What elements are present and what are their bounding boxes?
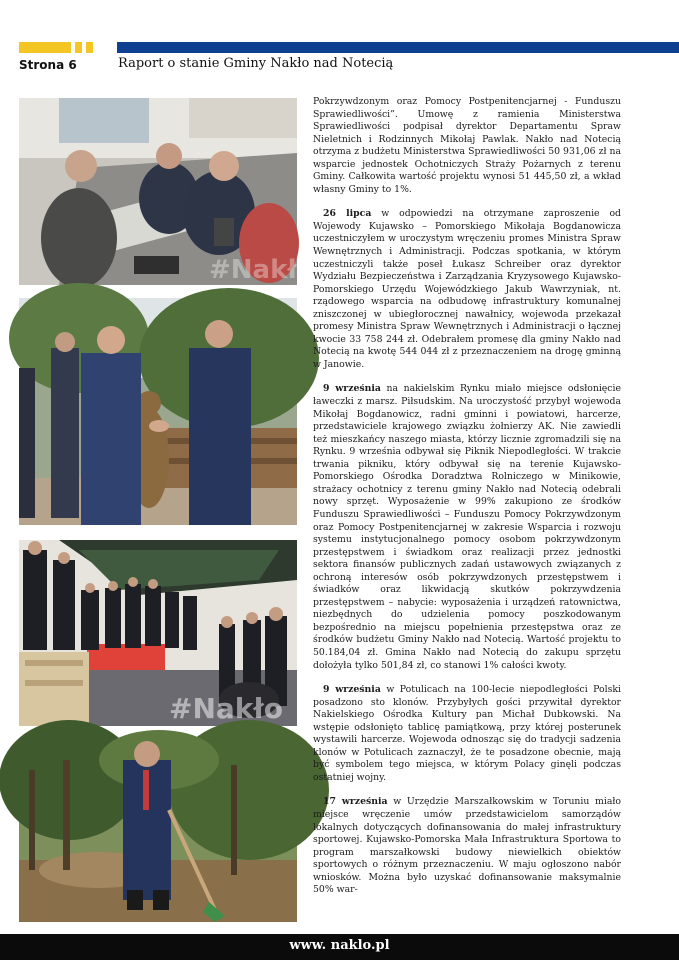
photo-watermark: #Nakło xyxy=(169,692,284,725)
footer-bar xyxy=(0,934,679,960)
photo-tree-planting xyxy=(19,740,297,922)
report-title: Raport o stanie Gminy Nakło nad Notecią xyxy=(118,56,394,71)
paragraph-body: w odpowiedzi na otrzymane zaproszenie od Wojewody Kujawsko – Pomorskiego Mikołaja Bogdanowicza uczestniczyłem w uroczystym wręczeniu promes Ministra Spraw Wewnętrznych i Administracji. Podczas spotkania, w którym uczestniczyli także poseł Łukasz Schreiber oraz dyrektor Wydziału Bezpieczeństwa i Zarządzania Kryzysowego Kujawsko-Pomorskiego Urzędu Wojewódzkiego Jakub Wawrzyniak, nt. rządowego wsparcia na odbudowę infrastruktury komunalnej zniszczonej w ubiegłorocznej nawałnicy, wojewoda przekazał promesy Ministra Spraw Wewnętrznych i Administracji o łącznej kwocie 33 758 244 zł. Odebrałem promesę dla gminy Nakło nad Notecią na kwotę 544 044 zł z przeznaczeniem na drogę gminną w Janowie. xyxy=(313,208,621,370)
header-accent-bar-small xyxy=(86,42,93,53)
paragraph xyxy=(313,383,621,672)
paragraph-date: 26 lipca xyxy=(323,208,372,220)
paragraph-date: 9 września xyxy=(323,383,381,395)
paragraph-body: w Urzędzie Marszałkowskim w Toruniu miało miejsce wręczenie umów przedstawicielom samorządów lokalnych dotyczących dofinansowania do małej infrastruktury sportowej. Kujawsko-Pomorska Mała Infrastruktura Sportowa to program marszałkowski budowy niewielkich obiektów sportowych o różnym przeznaczeniu. W maju ogłoszono nabór wniosków. Można było uzyskać dofinansowanie maksymalnie 50% war- xyxy=(313,796,621,896)
paragraph-date: 17 września xyxy=(323,796,388,808)
paragraph xyxy=(313,796,621,896)
paragraph xyxy=(313,684,621,784)
footer-website-link[interactable]: www. naklo.pl xyxy=(289,938,390,953)
article-text xyxy=(313,96,621,909)
paragraph-body: w Potulicach na 100-lecie niepodległości Polski posadzono sto klonów. Przybyłych gości przywitał dyrektor Nakielskiego Ośrodka Kultury pan Michał Dubkowski. Na wstępie odsłonięto tablicę pamiątkową, przy której posterunek wystawili harcerze. Wojewoda odnosząc się do tradycji sadzenia klonów w Potulicach zaznaczył, że te posadzone obecnie, mają być symbolem tego miejsca, w którym Polacy ginęli podczas ostatniej wojny. xyxy=(313,684,621,783)
paragraph-date: 9 września xyxy=(323,684,381,696)
header-accent-bar-small xyxy=(75,42,82,53)
paragraph: Pokrzywdzonym oraz Pomocy Postpenitencjarnej - Funduszu Sprawiedliwości”. Umowę z ramienia Ministerstwa Sprawiedliwości podpisał dyrektor Departamentu Spraw Nieletnich i Rodzinnych Mikołaj Pawlak. Nakło nad Notecią otrzyma z budżetu Ministerstwa Sprawiedliwości 50 931,06 zł na wsparcie jednostek Ochotniczych Straży Pożarnych z terenu Gminy. Całkowita wartość projektu wynosi 51 445,50 zł, a wkład własny Gminy to 1%. xyxy=(313,96,621,195)
paragraph xyxy=(313,208,621,371)
header-rule xyxy=(117,42,679,53)
paragraph-body: na nakielskim Rynku miało miejsce odsłonięcie ławeczki z marsz. Piłsudskim. Na uroczystość przybył wojewoda Mikołaj Bogdanowicz, radni gminni i powiatowi, harcerze, przedstawiciele krajowego związku żołnierzy AK. Nie zawiedli też mieszkańcy naszego miasta, którzy licznie zgromadzili się na Rynku. 9 września odbywał się Piknik Niepodległości. W trakcie trwania pikniku, który odbywał się na terenie Kujawsko-Pomorskiego Ośrodka Doradztwa Rolniczego w Minikowie, strażacy ochotnicy z terenu gminy Nakło nad Notecią odebrali nowy sprzęt. Wyposażenie w 99% zakupiono ze środków Funduszu Sprawiedliwości – Funduszu Pomocy Pokrzywdzonym oraz Pomocy Postpenitencjarnej w zakresie Wsparcia i rozwoju systemu instytucjonalnego pomocy osobom pokrzywdzonym przestępstwem i świadkom oraz realizacji przez jednostki sektora finansów publicznych zadań ustawowych związanych z ochroną interesów osób pokrzywdzonych przestępstwem i świadków oraz likwidacją skutków pokrzywdzenia przestępstwem – nabycie: wyposażenia i urządzeń ratownictwa, niezbędnych do udzielenia pomocy poszkodowanym bezpośrednio na miejscu popełnienia przestępstwa oraz ze środków budżetu Gminy Nakło nad Notecią. Wartość projektu to 50.184,04 zł. Gmina Nakło nad Notecią do zakupu sprzętu dołożyła tylko 501,84 zł, co stanowi 1% całości kwoty. xyxy=(313,383,621,671)
photo-handshake xyxy=(19,298,297,525)
photo-meeting xyxy=(19,98,315,285)
page-number: Strona 6 xyxy=(19,58,77,72)
photo-ceremony xyxy=(19,540,297,726)
header-accent-bar xyxy=(19,42,71,53)
photo-watermark: #Nakło xyxy=(209,255,315,285)
